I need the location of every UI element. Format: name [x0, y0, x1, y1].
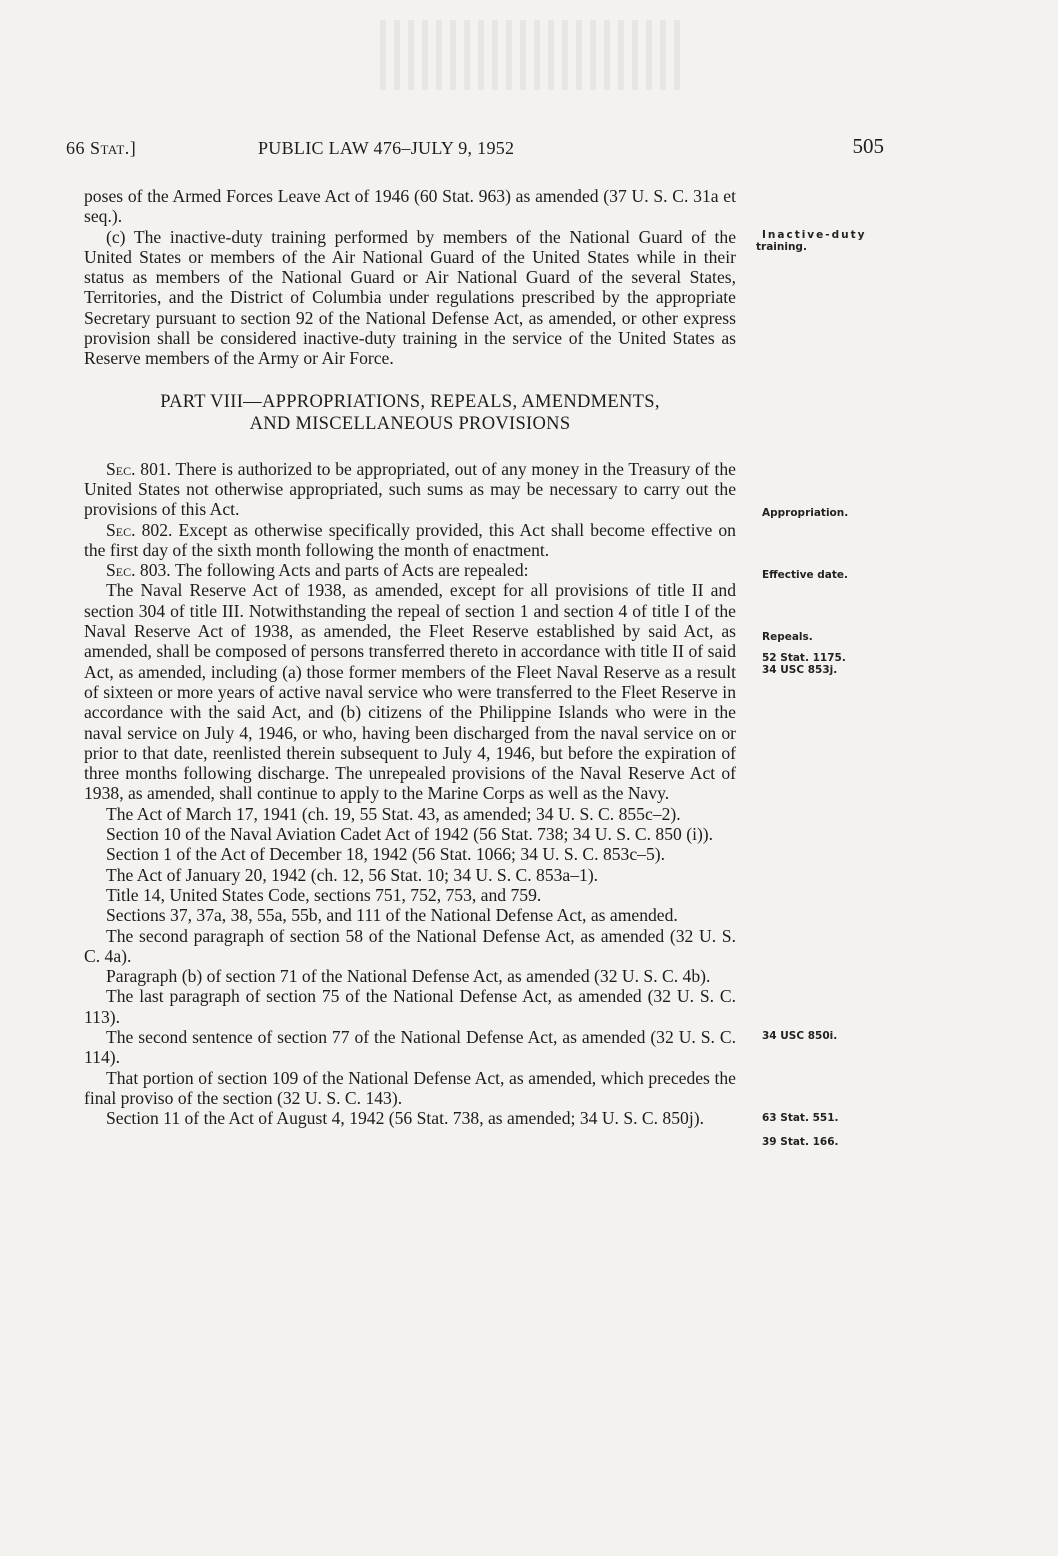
- margin-note-inactive-line2: training.: [756, 241, 807, 253]
- paragraph-january-1942: The Act of January 20, 1942 (ch. 12, 56 Stat. 10; 34 U. S. C. 853a–1).: [106, 864, 599, 885]
- paragraph-title-14: Title 14, United States Code, sections 751, 752, 753, and 759.: [106, 884, 542, 905]
- margin-note-inactive-line1: Inactive-duty: [762, 229, 867, 241]
- stat-volume: 66 Stat.]: [66, 138, 137, 158]
- section-802-label: Sec. 802.: [106, 519, 173, 540]
- part-heading-line2: AND MISCELLANEOUS PROVISIONS: [249, 413, 571, 434]
- paragraph-naval-reserve: The Naval Reserve Act of 1938, as amended, except for all provisions of title II and section 304 of title III. Notwithstanding the repeal of section 1 and section 4 of title I of the Naval Reserve Act of 1938, as amended, the Fleet Reserve established by said Act, as amended, shall be composed of persons transferred thereto in accordance with title II of said Act, as amended, including (a) those former members of the Fleet Naval Reserve as a result of sixteen or more years of active naval service who were transferred to the Fleet Reserve in accordance with the said Act, and (b) citizens of the Philippine Islands who were in the naval service on July 4, 1946, or who, having been discharged from the naval service on or prior to that date, reenlisted therein subsequent to July 4, 1946, but before the expiration of three months following discharge. The unrepealed provisions of the Naval Reserve Act of 1938, as amended, shall continue to apply to the Marine Corps as well as the Navy.: [84, 580, 736, 804]
- part-heading: [84, 391, 736, 435]
- section-803: [84, 560, 736, 580]
- body-text: [84, 186, 736, 1128]
- section-802-text: Except as otherwise specifically provided, this Act shall become effective on the first day of the sixth month following the month of enactment.: [84, 519, 736, 560]
- margin-note-52-stat: 52 Stat. 1175.: [762, 652, 846, 664]
- margin-note-39-stat: 39 Stat. 166.: [762, 1136, 839, 1148]
- paragraph-section-109: That portion of section 109 of the National Defense Act, as amended, which precedes the final proviso of the section (32 U. S. C. 143).: [84, 1067, 736, 1108]
- paragraph-section-71: Paragraph (b) of section 71 of the National Defense Act, as amended (32 U. S. C. 4b).: [106, 966, 711, 987]
- part-heading-line1: PART VIII—APPROPRIATIONS, REPEALS, AMENDMENTS,: [160, 391, 660, 412]
- section-801: [84, 459, 736, 520]
- paragraph-december-1942: Section 1 of the Act of December 18, 1942 (56 Stat. 1066; 34 U. S. C. 853c–5).: [106, 844, 666, 865]
- margin-note-inactive-duty: [756, 229, 902, 253]
- margin-note-63-stat: 63 Stat. 551.: [762, 1112, 839, 1124]
- margin-note-effective-date: Effective date.: [762, 569, 848, 581]
- section-801-label: Sec. 801.: [106, 458, 172, 479]
- section-803-text: The following Acts and parts of Acts are repealed:: [174, 560, 529, 581]
- page-header: [66, 134, 886, 168]
- paragraph-section-77: The second sentence of section 77 of the National Defense Act, as amended (32 U. S. C. 114).: [84, 1026, 736, 1068]
- paragraph-leave-act: poses of the Armed Forces Leave Act of 1946 (60 Stat. 963) as amended (37 U. S. C. 31a et seq.).: [84, 186, 736, 227]
- paragraph-sections-37: Sections 37, 37a, 38, 55a, 55b, and 111 of the National Defense Act, as amended.: [106, 905, 678, 926]
- margin-note-repeals: Repeals.: [762, 631, 813, 643]
- paragraph-inactive-duty: (c) The inactive-duty training performed by members of the National Guard of the United States or members of the Air National Guard of the United States while in their status as members of the National Guard or Air National Guard of the several States, Territories, and the District of Columbia under regulations prescribed by the appropriate Secretary pursuant to section 92 of the National Defense Act, as amended, or other express provision shall be considered inactive-duty training in the service of the United States as Reserve members of the Army or Air Force.: [84, 226, 736, 369]
- margin-note-34-usc-850i: 34 USC 850i.: [762, 1030, 838, 1042]
- law-title: PUBLIC LAW 476–JULY 9, 1952: [258, 138, 515, 158]
- margin-note-34-usc-853j: 34 USC 853j.: [762, 664, 838, 676]
- paragraph-section-75: The last paragraph of section 75 of the National Defense Act, as amended (32 U. S. C. 113).: [84, 986, 736, 1027]
- section-803-label: Sec. 803.: [106, 560, 171, 581]
- paragraph-august-1942: Section 11 of the Act of August 4, 1942 (56 Stat. 738, as amended; 34 U. S. C. 850j).: [106, 1108, 704, 1129]
- paragraph-section-58: The second paragraph of section 58 of the National Defense Act, as amended (32 U. S. C. 4a).: [84, 925, 736, 966]
- page-number: 505: [852, 134, 884, 158]
- section-802: [84, 520, 736, 561]
- margin-note-appropriation: Appropriation.: [762, 507, 849, 519]
- paragraph-march-1941: The Act of March 17, 1941 (ch. 19, 55 Stat. 43, as amended; 34 U. S. C. 855c–2).: [106, 803, 681, 824]
- bleed-through-smudge: [380, 20, 680, 90]
- section-801-text: There is authorized to be appropriated, out of any money in the Treasury of the United States not otherwise appropriated, such sums as may be necessary to carry out the provisions of this Act.: [84, 458, 736, 520]
- paragraph-aviation-cadet: Section 10 of the Naval Aviation Cadet Act of 1942 (56 Stat. 738; 34 U. S. C. 850 (i)).: [106, 824, 714, 845]
